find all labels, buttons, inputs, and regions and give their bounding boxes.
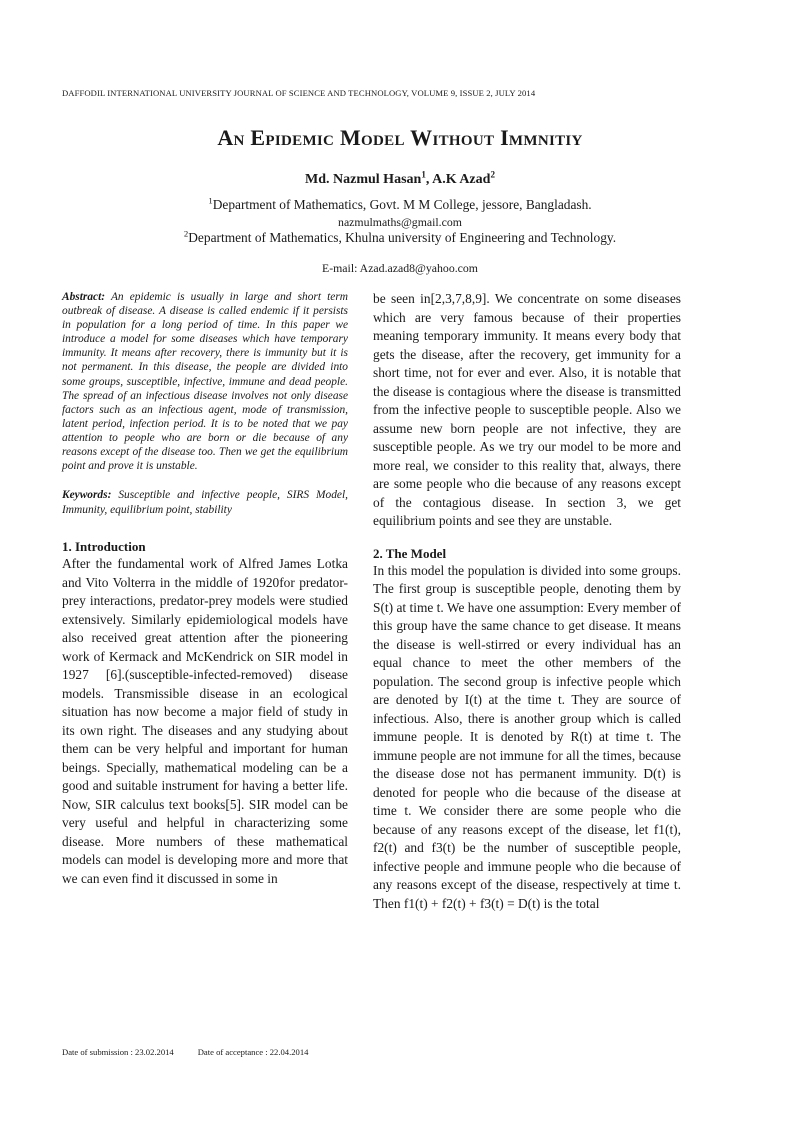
acceptance-date: Date of acceptance : 22.04.2014: [197, 1047, 309, 1057]
author-line: [0, 169, 800, 188]
author-affiliation-mark: 1: [421, 169, 426, 180]
model-text: In this model the population is divided into some groups. The first group is susceptible people, denoting them by S(t) at time t. We have one assumption: Every member of this group have the same chance to get disease. It means the disease is well-stirred or every individual has an equal chance to meet the other members of the population. The second group is infective people which are denoted by I(t) at the time t. They are source of infectious. Also, there is another group which is called immune people. It is denoted by R(t) at time t. The immune people are not immune for all the times, because the disease dose not has permanent immunity. D(t) is denoted for people who die because of the disease at time t. We consider there are some people who die because of any reasons except of the disease, let f1(t), f2(t) and f3(t) be the number of susceptible people, infective people and immune people who die because of any reasons except of the disease, respectively at time t. Then f1(t) + f2(t) + f3(t) = D(t) is the total: [373, 562, 681, 911]
author-name: Md. Nazmul Hasan: [305, 172, 422, 187]
affiliation-2: [0, 230, 800, 246]
right-column: [373, 290, 681, 913]
email-2: E-mail: Azad.azad8@yahoo.com: [322, 261, 478, 275]
affiliation-mark: 1: [208, 195, 213, 206]
affiliation-text: Department of Mathematics, Govt. M M College, jessore, Bangladash.: [212, 197, 592, 212]
submission-date: Date of submission : 23.02.2014: [62, 1047, 174, 1057]
paper-title: An Epidemic Model Without Immnitiy: [217, 125, 583, 150]
affiliation-mark: 2: [183, 228, 189, 239]
section-heading-introduction: 1. Introduction: [62, 539, 146, 555]
abstract: [62, 290, 348, 473]
left-column: [62, 290, 348, 888]
affiliation-1: [0, 197, 800, 213]
affiliation-text: Department of Mathematics, Khulna university of Engineering and Technology.: [188, 230, 617, 245]
introduction-continuation: be seen in[2,3,7,8,9]. We concentrate on some diseases which are very famous because of their properties meaning temporary immunity. It means every body that gets the disease, after the recovery, get immunity for a short time, not for ever and ever. Also, it is notable that the disease is contagious where the disease is transmitted from the infective people to susceptible people. Also we assume new born people are not infective, they are susceptible people. As we try our model to be more and more real, we consider to this reality that, always, there are some people who die because of any reasons except of the contagious disease. In section 3, we get equilibrium points and see they are unstable.: [373, 291, 681, 528]
keywords: [62, 488, 348, 517]
journal-header: DAFFODIL INTERNATIONAL UNIVERSITY JOURNAL OF SCIENCE AND TECHNOLOGY, VOLUME 9, ISSUE 2, JULY 2014: [62, 88, 536, 98]
section-heading-model: 2. The Model: [373, 545, 447, 561]
email-1: nazmulmaths@gmail.com: [338, 215, 462, 229]
author-affiliation-mark: 2: [490, 169, 495, 180]
introduction-text: After the fundamental work of Alfred James Lotka and Vito Volterra in the middle of 1920for predator-prey interactions, predator-prey models were studied extensively. Similarly epidemiological models have also received great attention after the pioneering work of Kermack and McKendrick on SIR model in 1927 [6].(susceptible-infected-removed) disease models. Transmissible disease in an ecological situation has now become a major field of study in its own right. The diseases and any studying about them can be very helpful and important for human beings. Specially, mathematical modeling can be a good and suitable instrument for having a better life. Now, SIR calculus text books[5]. SIR model can be very useful and helpful in characterizing some disease. More numbers of these mathematical models can model is developing more and more that we can even find it discussed in some in: [62, 556, 348, 886]
abstract-text: An epidemic is usually in large and short term outbreak of disease. A disease is called endemic if it persists in population for a long period of time. In this paper we introduce a model for some diseases which have temporary immunity. It means after recovery, there is immunity but it is not permanent. In this disease, the people are divided into some groups, susceptible, infective, immune and dead people. The spread of an infectious disease involves not only disease factors such as an infectious agent, mode of transmission, latent period, infection period. It is to be noted that we pay attention to people who are born or die because of any reasons except of the disease too. Then we get the equilibrium point and prove it is unstable.: [62, 291, 348, 473]
keywords-label: Keywords:: [62, 489, 112, 502]
author-separator: ,: [425, 172, 433, 187]
keywords-text: Susceptible and infective people, SIRS Model, Immunity, equilibrium point, stability: [62, 489, 348, 516]
author-name: A.K Azad: [432, 172, 491, 187]
abstract-label: Abstract:: [62, 291, 106, 303]
date-line: [62, 1047, 308, 1057]
